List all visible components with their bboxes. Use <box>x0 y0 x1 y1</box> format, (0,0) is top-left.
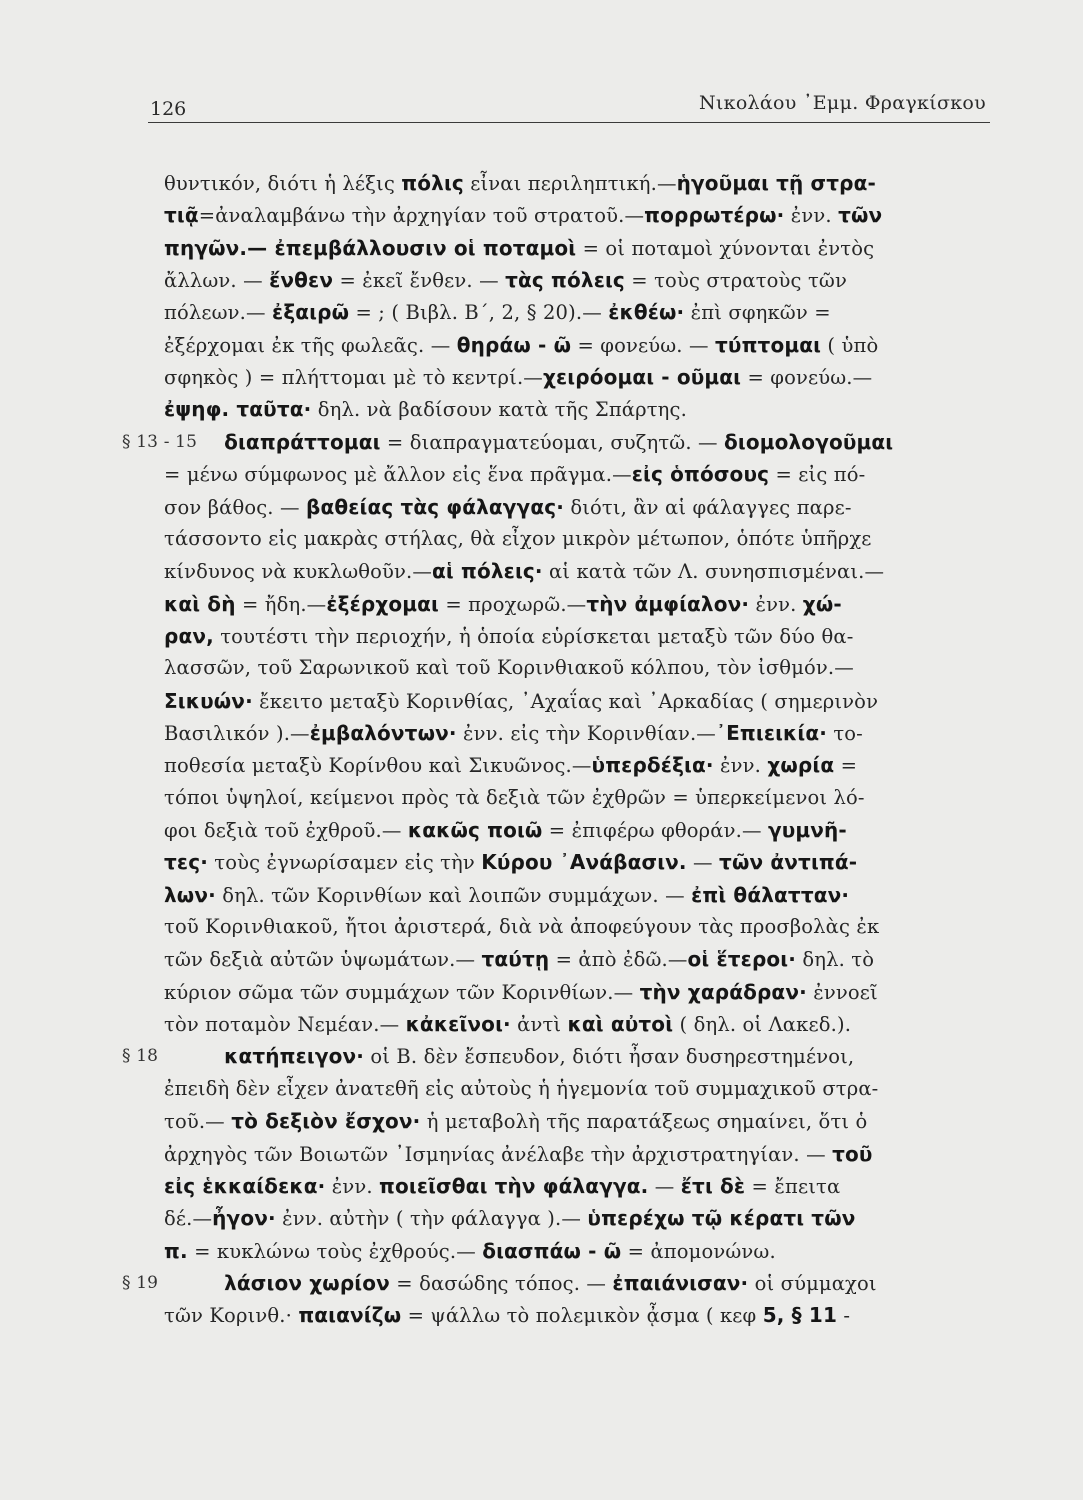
lemma-bold: ραν, <box>164 623 214 648</box>
gloss-text: ἐννοεῖ <box>806 980 878 1004</box>
gloss-text: = φονεύω. — <box>571 333 715 357</box>
lemma-bold: πηγῶν.— ἐπεμβάλλουσιν οἱ ποταμοὶ <box>164 235 577 260</box>
lemma-bold: ἡγοῦμαι τῇ στρα- <box>676 171 876 195</box>
text-line <box>122 426 990 458</box>
lemma-bold: ταύτῃ <box>481 947 550 972</box>
gloss-text: = ; ( Βιβλ. Β΄, 2, § 20).— <box>349 301 609 325</box>
lemma-bold: κακῶς ποιῶ <box>407 818 543 842</box>
lemma-bold: ᾿Επιεικία· <box>715 720 827 745</box>
gloss-text: δηλ. τῶν Κορινθίων καὶ λοιπῶν συμμάχων. — <box>215 883 692 907</box>
gloss-text: = ἤδη.— <box>235 592 327 616</box>
gloss-text: = τοὺς στρατοὺς τῶν <box>624 269 847 293</box>
lemma-bold: Σικυών· <box>164 688 253 713</box>
page-header <box>148 92 990 123</box>
text-line <box>164 523 990 555</box>
text-line <box>164 879 990 911</box>
gloss-text: - <box>837 1304 851 1328</box>
lemma-bold: τὰς πόλεις <box>505 268 625 293</box>
lemma-bold: χωρία <box>767 753 835 778</box>
lemma-bold: ἐκθέω· <box>608 300 685 325</box>
gloss-text: τὸν ποταμὸν Νεμέαν.— <box>164 1013 406 1037</box>
gloss-text: ἐνν. <box>325 1174 380 1198</box>
lemma-bold: λων· <box>164 882 216 907</box>
lemma-bold: τὸ δεξιὸν ἔσχον· <box>231 1109 421 1134</box>
text-line <box>164 911 990 943</box>
gloss-text: ποθεσία μεταξὺ Κορίνθου καὶ Σικυῶνος.— <box>164 754 592 778</box>
lemma-bold: καὶ δὴ <box>164 591 236 616</box>
gloss-text: αἱ κατὰ τῶν Λ. συνησπισμέναι.— <box>542 560 885 584</box>
gloss-text: = προχωρῶ.— <box>438 592 587 616</box>
gloss-text: ἐνν. <box>749 592 803 616</box>
text-line <box>164 943 990 975</box>
lemma-bold: κἀκεῖνοι· <box>405 1012 511 1037</box>
gloss-text: ἐνν. εἰς τὴν Κορινθίαν.— <box>456 721 716 745</box>
gloss-text: εἶναι περιληπτική.— <box>463 172 677 195</box>
section-marker: § 18 <box>122 1046 159 1067</box>
lemma-bold: ἐψηφ. ταῦτα· <box>164 397 312 422</box>
gloss-text: = φονεύω.— <box>741 366 873 390</box>
gloss-text: δηλ. τὸ <box>796 948 875 972</box>
gloss-text: τῶν Κορινθ.· <box>164 1304 299 1328</box>
text-line <box>164 685 990 717</box>
text-line <box>164 199 990 231</box>
gloss-text: — <box>686 851 720 875</box>
lemma-bold: ἦγον· <box>212 1206 276 1231</box>
text-line <box>164 1235 990 1267</box>
gloss-text: = οἱ ποταμοὶ χύνονται ἐντὸς <box>576 236 875 260</box>
lemma-bold: εἰς ὁπόσους <box>631 462 770 487</box>
gloss-text: = μένω σύμφωνος μὲ ἄλλον εἰς ἕνα πρᾶγμα.— <box>164 463 632 487</box>
gloss-text: = ἐκεῖ ἔνθεν. — <box>333 269 506 293</box>
lemma-bold: τῶν ἀντιπά- <box>719 850 858 875</box>
lemma-bold: εἰς ἑκκαίδεκα· <box>164 1173 326 1198</box>
lemma-bold: ἐξέρχομαι <box>326 591 439 616</box>
gloss-text: ἐξέρχομαι ἐκ τῆς φωλεᾶς. — <box>164 333 457 357</box>
lemma-bold: ἔνθεν <box>269 268 334 293</box>
gloss-text <box>186 1272 224 1295</box>
lemma-bold: διομολογοῦμαι <box>724 429 894 454</box>
page-number: 126 <box>150 98 187 120</box>
gloss-text: οἱ σύμμαχοι <box>748 1271 877 1295</box>
gloss-text: ἐνν. <box>713 754 768 778</box>
text-line <box>164 1202 990 1234</box>
text-line <box>164 1170 990 1202</box>
text-line <box>164 393 990 425</box>
gloss-text: τουτέστι τὴν περιοχήν, ἡ ὁποία εὑρίσκεται μεταξὺ τῶν δύο θα- <box>213 624 854 648</box>
gloss-text: τοὺς ἐγνωρίσαμεν εἰς τὴν <box>207 851 482 875</box>
text-line <box>164 296 990 328</box>
lemma-bold: Κύρου ᾿Ανάβασιν. <box>481 850 687 875</box>
gloss-text: ἡ μεταβολὴ τῆς παρατάξεως σημαίνει, ὅτι ὁ <box>420 1110 868 1134</box>
gloss-text: ( δηλ. οἱ Λακεδ.). <box>673 1013 852 1037</box>
gloss-text: = δασώδης τόπος. — <box>389 1271 613 1295</box>
text-line <box>164 1073 990 1105</box>
lemma-bold: βαθείας τὰς φάλαγγας· <box>306 494 564 519</box>
text-line <box>164 264 990 296</box>
lemma-bold: πορρωτέρω· <box>644 203 785 228</box>
text-line <box>164 1299 990 1331</box>
gloss-text: σφηκὸς ) = πλήττομαι μὲ τὸ κεντρί.— <box>164 366 543 390</box>
gloss-text: ἐπειδὴ δὲν εἶχεν ἀνατεθῆ εἰς αὐτοὺς ἡ ἡγεμονία τοῦ συμμαχικοῦ στρα- <box>164 1076 879 1100</box>
gloss-text: τάσσοντο εἰς μακρὰς στήλας, θὰ εἶχον μικρὸν μέτωπον, ὁπότε ὑπῆρχε <box>164 526 872 550</box>
text-line <box>164 588 990 620</box>
text-line <box>164 458 990 490</box>
lemma-bold: γυμνῆ- <box>767 818 847 842</box>
gloss-text: =ἀναλαμβάνω τὴν ἀρχηγίαν τοῦ στρατοῦ.— <box>198 204 645 228</box>
lemma-bold: πόλις <box>401 171 464 195</box>
lemma-bold: κατήπειγον· <box>224 1044 365 1069</box>
gloss-text: ἐπὶ σφηκῶν = <box>684 301 831 325</box>
lemma-bold: ἔτι δὲ <box>680 1173 746 1198</box>
text-line <box>164 1138 990 1170</box>
gloss-text: δέ.— <box>164 1207 213 1231</box>
lemma-bold: τες· <box>164 850 208 875</box>
gloss-text: = κυκλώνω τοὺς ἐχθρούς.— <box>187 1239 483 1263</box>
text-line <box>164 232 990 264</box>
gloss-text: = ἐπιφέρω φθοράν.— <box>542 819 768 842</box>
gloss-text: δηλ. νὰ βαδίσουν κατὰ τῆς Σπάρτης. <box>311 398 687 422</box>
text-line <box>122 1040 990 1072</box>
lemma-bold: π. <box>164 1238 188 1263</box>
gloss-text: σον βάθος. — <box>164 495 306 519</box>
text-line <box>164 329 990 361</box>
gloss-text: τῶν δεξιὰ αὐτῶν ὑψωμάτων.— <box>164 948 482 972</box>
lemma-bold: τύπτομαι <box>715 332 822 357</box>
lemma-bold: τοῦ <box>832 1141 873 1166</box>
gloss-text: — <box>648 1174 681 1198</box>
lemma-bold: διαπράττομαι <box>224 429 381 454</box>
lemma-bold: αἱ πόλεις· <box>432 559 543 584</box>
gloss-text: τοῦ.— <box>164 1110 232 1134</box>
gloss-text: = ψάλλω τὸ πολεμικὸν ᾆσμα ( κεφ <box>401 1304 763 1328</box>
lemma-bold: διασπάω - ῶ <box>482 1238 622 1263</box>
gloss-text: κύριον σῶμα τῶν συμμάχων τῶν Κορινθίων.— <box>164 980 640 1004</box>
text-line <box>164 555 990 587</box>
gloss-text: = ἔπειτα <box>745 1174 841 1198</box>
gloss-text: ἀρχηγὸς τῶν Βοιωτῶν ᾿Ισμηνίας ἀνέλαβε τὴν ἀρχιστρατηγίαν. — <box>164 1142 833 1166</box>
text-line <box>164 620 990 652</box>
lemma-bold: τιᾷ <box>164 203 199 228</box>
text-line <box>164 361 990 393</box>
lemma-bold: ἐπαιάνισαν· <box>612 1270 749 1295</box>
text-line <box>164 782 990 814</box>
lemma-bold: τὴν χαράδραν· <box>639 979 807 1004</box>
lemma-bold: θηράω - ῶ <box>456 332 572 357</box>
lemma-bold: οἱ ἕτεροι· <box>687 947 796 972</box>
lemma-bold: τῶν <box>838 203 883 228</box>
gloss-text: Βασιλικόν ).— <box>164 721 310 745</box>
text-line <box>164 846 990 878</box>
gloss-text: ἄλλων. — <box>164 269 270 293</box>
gloss-text: = διαπραγματεύομαι, συζητῶ. — <box>380 430 725 454</box>
gloss-text: τοῦ Κορινθιακοῦ, ἤτοι ἀριστερά, διὰ νὰ ἀποφεύγουν τὰς προσβολὰς ἐκ <box>164 915 880 939</box>
gloss-text: = ἀπὸ ἐδῶ.— <box>549 948 688 972</box>
lemma-bold: καὶ αὐτοὶ <box>567 1012 674 1037</box>
gloss-text: τόποι ὑψηλοί, κείμενοι πρὸς τὰ δεξιὰ τῶν ἐχθρῶν = ὑπερκείμενοι λό- <box>164 785 865 809</box>
gloss-text: οἱ Β. δὲν ἔσπευδον, διότι ἦσαν δυσηρεστημένοι, <box>364 1045 855 1069</box>
lemma-bold: ἐπὶ θάλατταν· <box>691 882 850 907</box>
lemma-bold: χώ- <box>802 591 842 616</box>
gloss-text: πόλεων.— <box>164 301 273 325</box>
gloss-text: το- <box>827 721 863 745</box>
lemma-bold: χειρόομαι - οῦμαι <box>542 365 742 390</box>
gloss-text: διότι, ἂν αἱ φάλαγγες παρε- <box>563 495 852 519</box>
gloss-text: ἀντὶ <box>510 1013 568 1037</box>
lemma-bold: ἐμβαλόντων· <box>309 720 457 745</box>
text-line <box>122 1267 990 1299</box>
gloss-text: λασσῶν, τοῦ Σαρωνικοῦ καὶ τοῦ Κορινθιακοῦ κόλπου, τὸν ἰσθμόν.— <box>164 656 854 680</box>
lemma-bold: ἐξαιρῶ <box>272 300 350 325</box>
gloss-text: ἐνν. <box>784 204 839 228</box>
text-line <box>164 652 990 684</box>
lemma-bold: 5, § 11 <box>762 1303 838 1328</box>
text-line <box>164 491 990 523</box>
gloss-text: φοι δεξιὰ τοῦ ἐχθροῦ.— <box>164 819 408 842</box>
section-marker: § 13 - 15 <box>122 431 198 452</box>
text-line <box>164 1105 990 1137</box>
gloss-text: = <box>834 754 858 778</box>
gloss-text: κίνδυνος νὰ κυκλωθοῦν.— <box>164 560 433 584</box>
gloss-text: = εἰς πό- <box>769 463 866 487</box>
text-line <box>164 717 990 749</box>
lemma-bold: λάσιον χωρίον <box>224 1270 390 1295</box>
lemma-bold: ὑπερέχω τῷ κέρατι τῶν <box>587 1206 856 1231</box>
lemma-bold: τὴν ἀμφίαλον· <box>586 591 750 616</box>
text-line <box>164 976 990 1008</box>
gloss-text: θυντικόν, διότι ἡ λέξις <box>164 172 402 195</box>
lemma-bold: ποιεῖσθαι τὴν φάλαγγα. <box>379 1173 649 1198</box>
gloss-text: ( ὑπὸ <box>821 333 879 357</box>
section-marker: § 19 <box>122 1272 159 1293</box>
gloss-text: ἐνν. αὐτὴν ( τὴν φάλαγγα ).— <box>275 1207 588 1231</box>
text-line <box>164 749 990 781</box>
text-line <box>164 1008 990 1040</box>
text-line <box>164 814 990 846</box>
text-line <box>164 167 990 199</box>
lemma-bold: ὑπερδέξια· <box>591 753 714 778</box>
running-title: Νικολάου ᾿Εμμ. Φραγκίσκου <box>698 92 986 114</box>
gloss-text: = ἀπομονώνω. <box>621 1239 776 1263</box>
gloss-text: ἔκειτο μεταξὺ Κορινθίας, ᾿Αχαΐας καὶ ᾿Αρκαδίας ( σημερινὸν <box>252 689 879 713</box>
gloss-text <box>186 1045 224 1068</box>
lemma-bold: παιανίζω <box>298 1303 402 1328</box>
